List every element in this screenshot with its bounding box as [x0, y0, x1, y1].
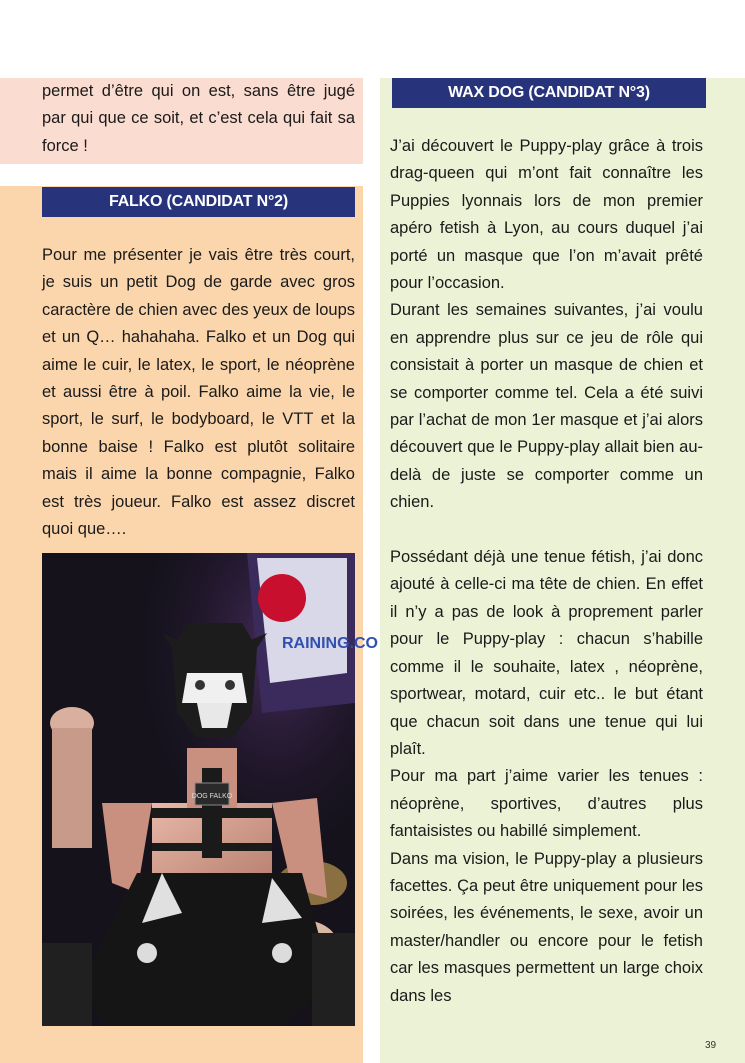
banner-sign-text: RAINING.CO	[282, 635, 378, 652]
waxdog-paragraph-4: Pour ma part j’aime varier les tenues : néoprène, sportives, d’autres plus fantaisistes ou habillé simplement.	[390, 767, 703, 841]
waxdog-paragraph-5: Dans ma vision, le Puppy-play a plusieurs facettes. Ça peut être uniquement pour les soirées, les événements, le sexe, avoir un master/handler ou encore pour le fetish car les masques permettent un large choix dans les	[390, 849, 703, 1005]
waxdog-body	[390, 133, 703, 1010]
waxdog-paragraph-1: J’ai découvert le Puppy-play grâce à trois drag-queen qui m’ont fait connaître les Puppies lyonnais lors de mon premier apéro fetish à Lyon, au cours duquel j’ai porté un masque que l’on m’avait prêté pour l’occasion.	[390, 137, 703, 293]
page-number: 39	[705, 1040, 717, 1051]
intro-continued-text	[42, 78, 355, 160]
falko-heading: FALKO (CANDIDAT N°2)	[42, 187, 355, 217]
falko-photo	[42, 553, 378, 1026]
waxdog-paragraph-3: Possédant déjà une tenue fétish, j’ai donc ajouté à celle-ci ma tête de chien. En effet il n’y a pas de look à proprement parler pour le Puppy-play : chacun s’habille comme il le souhaite, latex , néoprène, sportwear, motard, cuir etc.. le but étant que chacun soit dans une tenue qui lui plaît.	[390, 548, 703, 758]
waxdog-heading: WAX DOG (CANDIDAT N°3)	[392, 78, 706, 108]
waxdog-paragraph-2: Durant les semaines suivantes, j’ai voulu en apprendre plus sur ce jeu de rôle qui consistait à porter un masque de chien et se comporter comme tel. Cela a été suivi par l’achat de mon 1er masque et j’ai alors découvert que le Puppy-play allait bien au-delà de juste se comporter comme un chien.	[390, 301, 703, 512]
falko-paragraph: Pour me présenter je vais être très court, je suis un petit Dog de garde avec gros caractère de chien avec des yeux de loups et un Q… hahahaha. Falko et un Dog qui aime le cuir, le latex, le sport, le néoprène et aussi être à poil. Falko aime la vie, le sport, le surf, le bodyboard, le VTT et la bonne baise ! Falko est plutôt solitaire mais il aime la bonne compagnie, Falko est très joueur. Falko est assez discret quoi que….	[42, 246, 355, 539]
harness-tag-text: DOG FALKO	[191, 793, 233, 800]
intro-continued-paragraph: permet d’être qui on est, sans être jugé par qui que ce soit, et c’est cela qui fait sa force !	[42, 82, 355, 155]
falko-photo-illustration	[42, 553, 378, 1026]
falko-body	[42, 242, 355, 543]
